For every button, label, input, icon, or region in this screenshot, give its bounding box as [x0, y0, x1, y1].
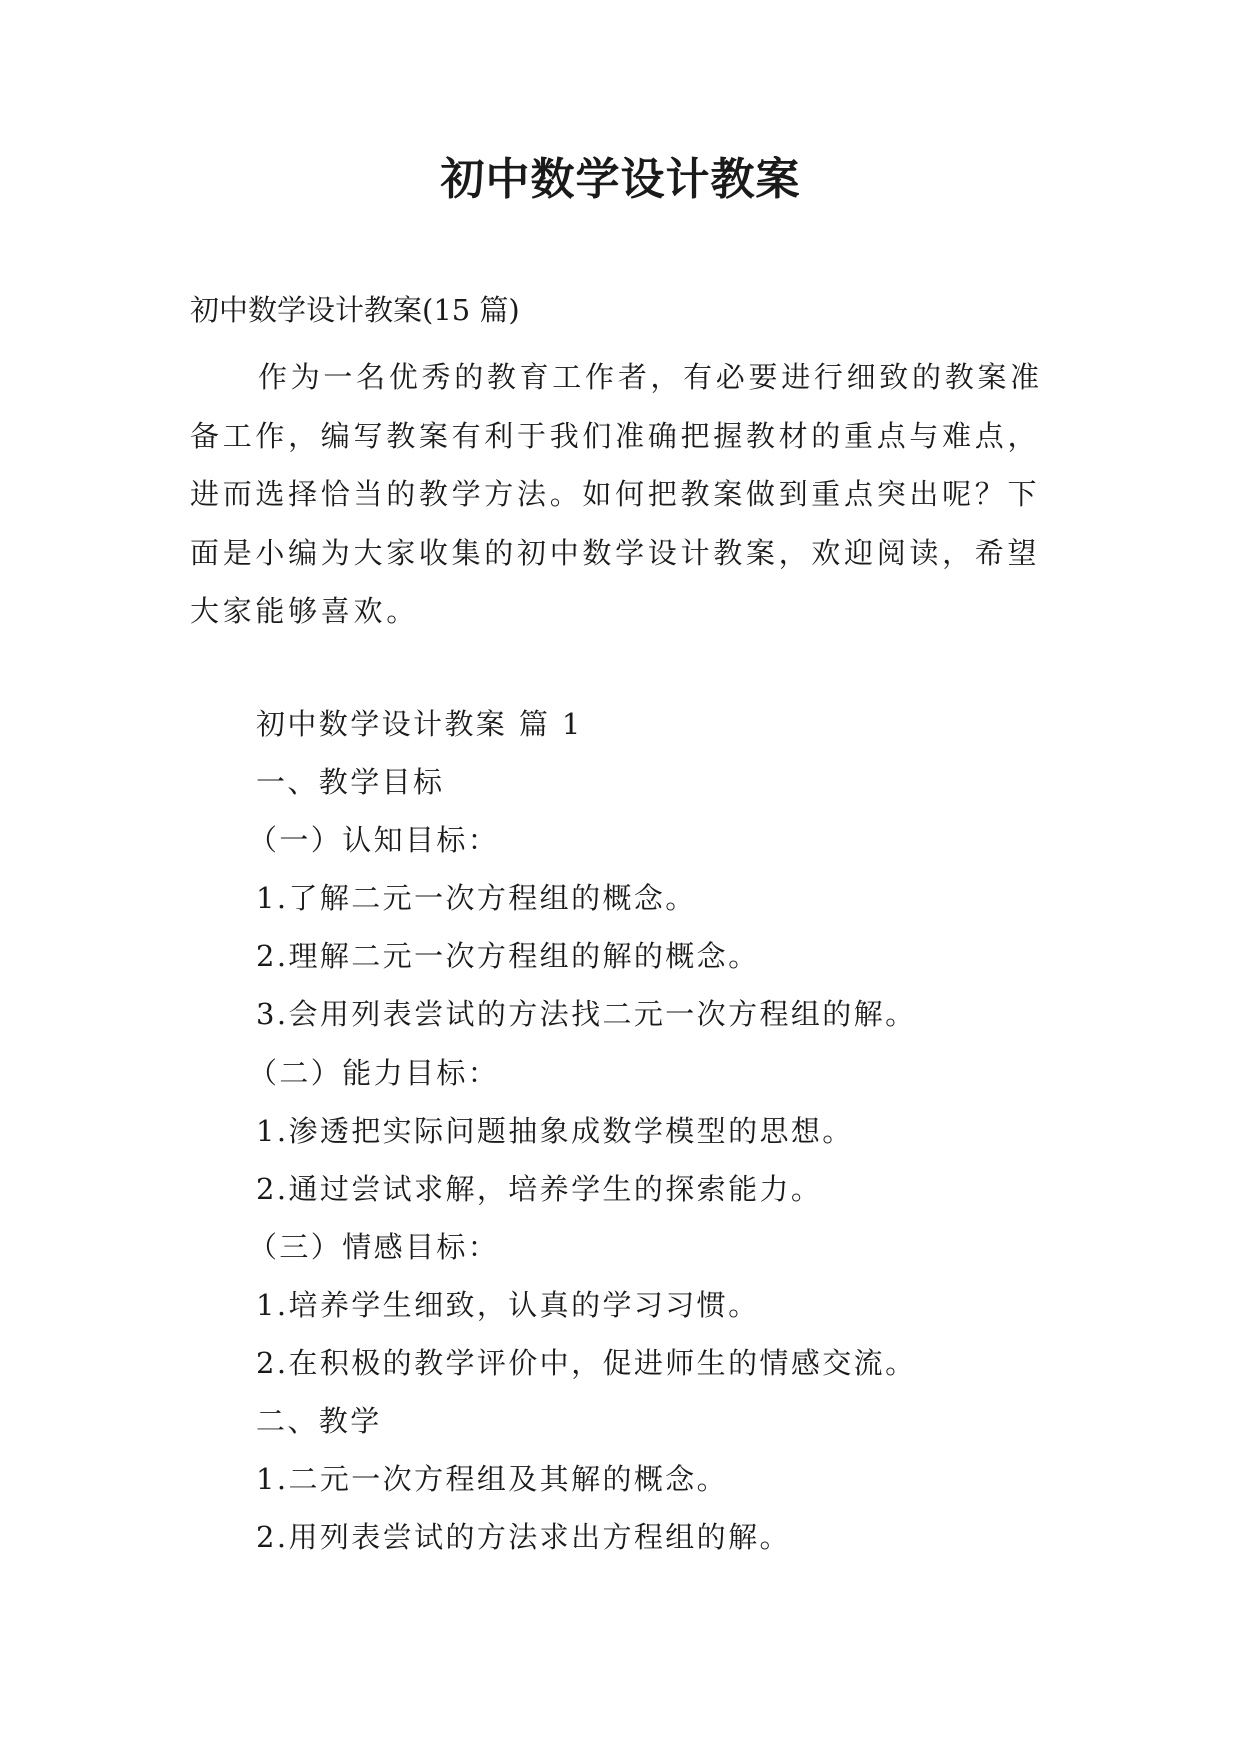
- outline-item: 1.了解二元一次方程组的概念。: [256, 881, 697, 916]
- intro-paragraph: 作为一名优秀的教育工作者，有必要进行细致的教案准备工作，编写教案有利于我们准确把握教材的重点与难点，进而选择恰当的教学方法。如何把教案做到重点突出呢？下面是小编为大家收集的初中数学设计教案，欢迎阅读，希望大家能够喜欢。: [190, 360, 1043, 628]
- outline-item: 3.会用列表尝试的方法找二元一次方程组的解。: [256, 997, 917, 1032]
- lesson-outline: [248, 695, 917, 1566]
- outline-item: 2.通过尝试求解，培养学生的探索能力。: [256, 1171, 823, 1206]
- document-subtitle: 初中数学设计教案(15 篇): [190, 293, 520, 327]
- outline-subheading: （一）认知目标：: [248, 823, 500, 858]
- outline-heading: 一、教学目标: [256, 765, 445, 800]
- outline-subheading: （二）能力目标：: [248, 1055, 500, 1090]
- outline-item: 2.在积极的教学评价中，促进师生的情感交流。: [256, 1346, 917, 1381]
- document-title: 初中数学设计教案: [440, 154, 801, 205]
- outline-item: 1.培养学生细致，认真的学习习惯。: [256, 1287, 760, 1322]
- outline-item: 2.理解二元一次方程组的解的概念。: [256, 939, 760, 974]
- outline-heading: 二、教学: [256, 1404, 382, 1439]
- outline-subheading: （三）情感目标：: [248, 1229, 500, 1264]
- section-heading: 初中数学设计教案 篇 1: [256, 707, 583, 741]
- outline-item: 1.渗透把实际问题抽象成数学模型的思想。: [256, 1113, 854, 1148]
- outline-item: 1.二元一次方程组及其解的概念。: [256, 1462, 729, 1497]
- outline-item: 2.用列表尝试的方法求出方程组的解。: [256, 1520, 791, 1555]
